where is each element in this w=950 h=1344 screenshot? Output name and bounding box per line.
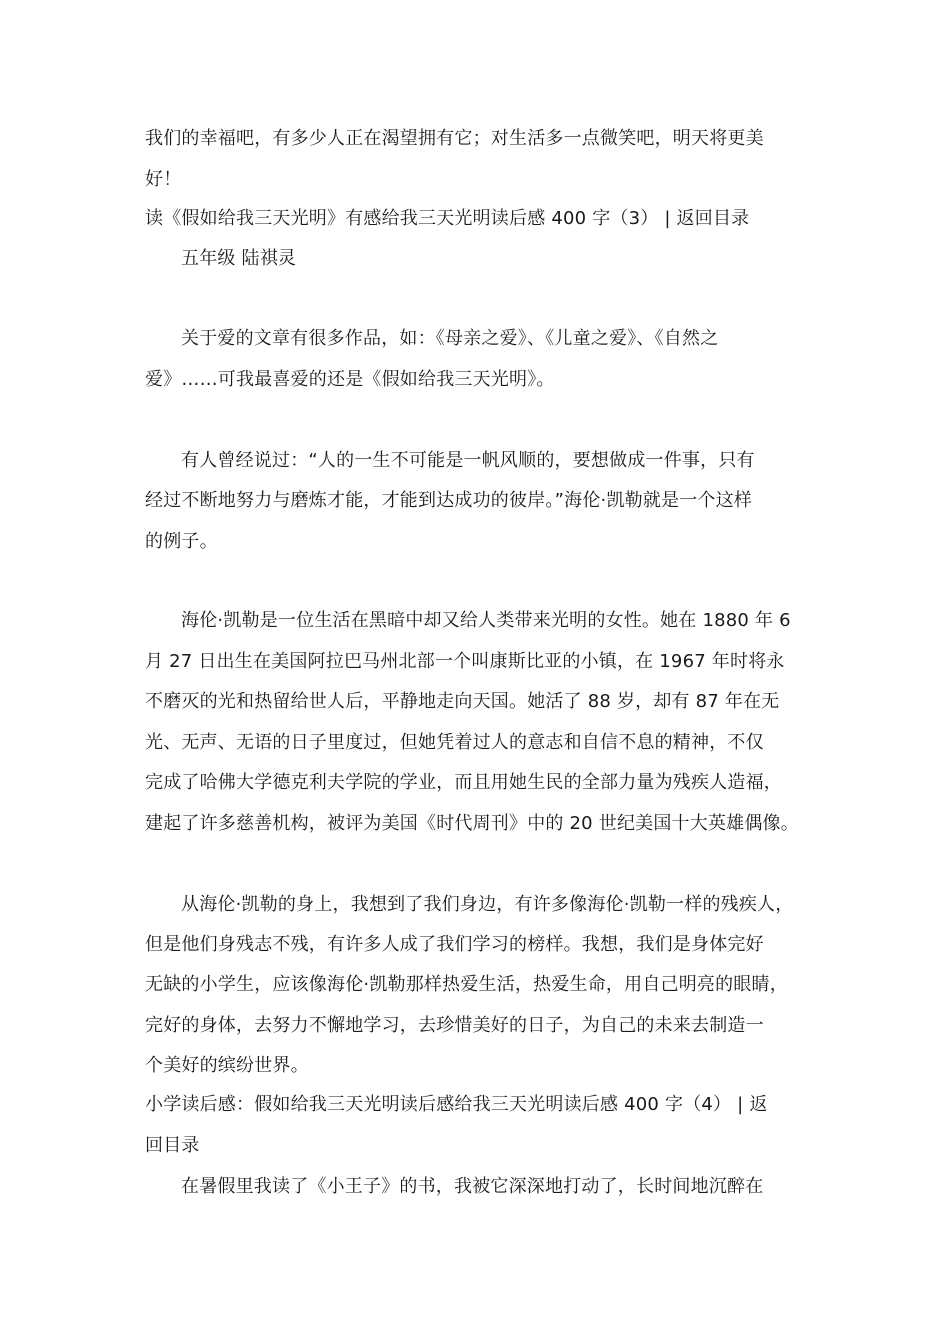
section-heading-link[interactable]: 小学读后感：假如给我三天光明读后感给我三天光明读后感 400 字（4） | 返 <box>145 1094 768 1115</box>
paragraph-line: 在暑假里我读了《小王子》的书，我被它深深地打动了，长时间地沉醉在 <box>181 1176 764 1197</box>
paragraph-line: 海伦·凯勒是一位生活在黑暗中却又给人类带来光明的女性。她在 1880 年 6 <box>181 610 791 631</box>
paragraph-line: 从海伦·凯勒的身上，我想到了我们身边，有许多像海伦·凯勒一样的残疾人， <box>181 894 794 915</box>
paragraph-line: 完成了哈佛大学德克利夫学院的学业，而且用她生民的全部力量为残疾人造福， <box>145 772 782 793</box>
paragraph-line: 关于爱的文章有很多作品，如：《母亲之爱》、《儿童之爱》、《自然之 <box>181 328 719 349</box>
paragraph-line: 的例子。 <box>145 531 218 552</box>
section-heading-link[interactable]: 回目录 <box>145 1135 200 1156</box>
paragraph-line: 月 27 日出生在美国阿拉巴马州北部一个叫康斯比亚的小镇，在 1967 年时将永 <box>145 651 785 672</box>
paragraph-line: 光、无声、无语的日子里度过，但她凭着过人的意志和自信不息的精神，不仅 <box>145 732 764 753</box>
paragraph-line: 爱》……可我最喜爱的还是《假如给我三天光明》。 <box>145 369 555 390</box>
paragraph-line: 但是他们身残志不残，有许多人成了我们学习的榜样。我想，我们是身体完好 <box>145 934 764 955</box>
paragraph-line: 我们的幸福吧，有多少人正在渴望拥有它；对生活多一点微笑吧，明天将更美 <box>145 128 764 149</box>
paragraph-line: 不磨灭的光和热留给世人后，平静地走向天国。她活了 88 岁，却有 87 年在无 <box>145 691 780 712</box>
paragraph-line: 经过不断地努力与磨炼才能，才能到达成功的彼岸。”海伦·凯勒就是一个这样 <box>145 490 753 511</box>
paragraph-line: 完好的身体，去努力不懈地学习，去珍惜美好的日子，为自己的未来去制造一 <box>145 1015 764 1036</box>
paragraph-line: 个美好的缤纷世界。 <box>145 1055 309 1076</box>
author-line: 五年级 陆祺灵 <box>181 248 297 269</box>
paragraph-line: 建起了许多慈善机构，被评为美国《时代周刊》中的 20 世纪美国十大英雄偶像。 <box>145 813 799 834</box>
paragraph-line: 无缺的小学生，应该像海伦·凯勒那样热爱生活，热爱生命，用自己明亮的眼睛， <box>145 974 788 995</box>
section-heading-link[interactable]: 读《假如给我三天光明》有感给我三天光明读后感 400 字（3） | 返回目录 <box>145 208 750 229</box>
paragraph-line: 有人曾经说过：“人的一生不可能是一帆风顺的，要想做成一件事，只有 <box>181 450 755 471</box>
paragraph-line: 好！ <box>145 169 182 190</box>
